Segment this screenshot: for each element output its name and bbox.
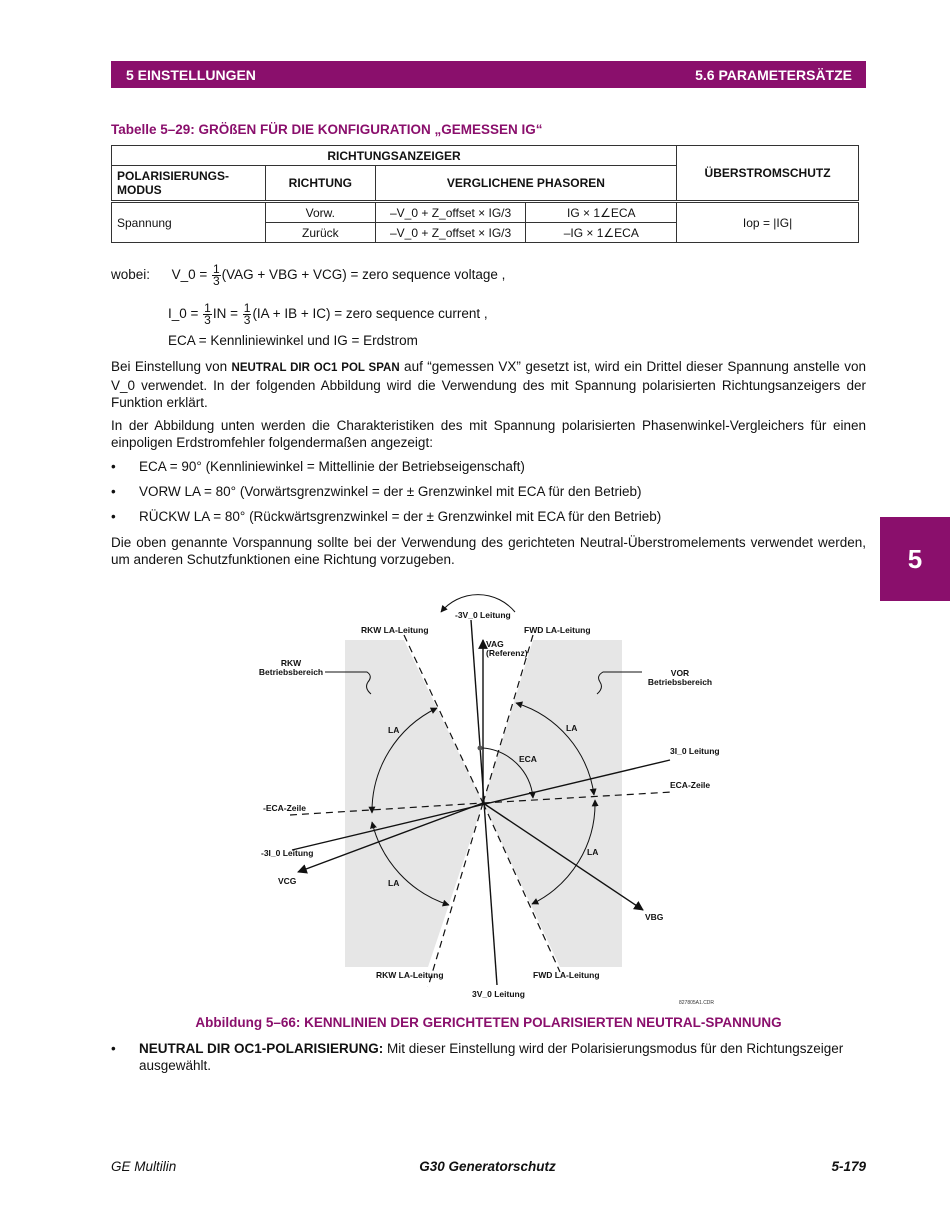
header-section: 5.6 PARAMETERSÄTZE: [695, 66, 852, 83]
eca-origin-dot: [478, 746, 483, 751]
reverse-operating-region: [345, 640, 483, 967]
i0-rhs: (IA + IB + IC) = zero sequence current ,: [252, 306, 488, 322]
overcurrent-cell: Iop = |IG|: [677, 202, 859, 243]
v0-rhs: (VAG + VBG + VCG) = zero sequence voltage ,: [221, 267, 506, 283]
chapter-tab[interactable]: 5: [880, 517, 950, 601]
label-vbg: VBG: [645, 912, 664, 922]
equation-i0: I_0 = $\frac{1}{3}$ IN = $\frac{1}{3}$ (IA + IB + IC) = zero sequence current ,: [168, 301, 488, 327]
wobei-label: wobei:: [111, 267, 151, 283]
label-rkw-area-2: Betriebsbereich: [258, 667, 324, 677]
bullet-item: • VORW LA = 80° (Vorwärtsgrenzwinkel = der ± Grenzwinkel mit ECA für den Betrieb): [111, 484, 642, 499]
label-fwd-bottom: FWD LA-Leitung: [533, 970, 600, 980]
fraction: $\frac{1}{3}$: [212, 262, 220, 288]
header-chapter: 5 EINSTELLUNGEN: [126, 66, 256, 83]
setting-title: NEUTRAL DIR OC1-POLARISIERUNG:: [139, 1041, 384, 1056]
bullet-item: • RÜCKW LA = 80° (Rückwärtsgrenzwinkel = der ± Grenzwinkel mit ECA für den Betrieb): [111, 509, 662, 524]
footer-page-number: 5-179: [831, 1159, 866, 1174]
v0-lhs: V_0: [171, 267, 196, 283]
col-overcurrent: ÜBERSTROMSCHUTZ: [677, 146, 859, 202]
label-v0-bottom: 3V_0 Leitung: [472, 989, 525, 999]
label-vag: VAG: [486, 639, 504, 649]
label-rkw-top: RKW LA-Leitung: [361, 625, 429, 635]
label-vor-area: VOR: [670, 668, 690, 678]
bullet-item: • ECA = 90° (Kennliniewinkel = Mittellinie der Betriebseigenschaft): [111, 459, 525, 474]
label-vor-area-2: Betriebsbereich: [647, 677, 713, 687]
label-rkw-bottom: RKW LA-Leitung: [376, 970, 444, 980]
figure-code: 827805A1.CDR: [679, 1000, 715, 1006]
label-neg3v0: -3V_0 Leitung: [455, 610, 511, 620]
label-eca: ECA: [519, 754, 537, 764]
label-vag-ref: (Referenz): [486, 648, 528, 658]
label-fwd-top: FWD LA-Leitung: [524, 625, 591, 635]
paragraph-1: Bei Einstellung von NEUTRAL DIR OC1 POL SPAN auf “gemessen VX” gesetzt ist, wird ein Drittel dieser Spannung anstelle von V_0 verwendet. In der folgenden Abbildung wird die Verwendung des mit Spannung polarisierten Richtungsanzeigers der Funktion erklärt.: [111, 359, 866, 410]
label-la: LA: [566, 723, 578, 733]
label-neg-eca: -ECA-Zeile: [263, 803, 306, 813]
label-i0-line: 3I_0 Leitung: [670, 746, 720, 756]
label-la: LA: [587, 847, 599, 857]
phasor2-cell: –IG × 1∠ECA: [526, 223, 677, 243]
setting-bullet: • NEUTRAL DIR OC1-POLARISIERUNG: Mit dieser Einstellung wird der Polarisierungsmodus für den Richtungszeiger ausgewählt.: [111, 1041, 844, 1073]
paragraph-2: In der Abbildung unten werden die Charakteristiken des mit Spannung polarisierten Phasenwinkel-Vergleichers für einen einpoligen Erdstromfehler folgendermaßen angezeigt:: [111, 418, 866, 450]
equation-v0: wobei: V_0 = $\frac{1}{3}$ (VAG + VBG + VCG) = zero sequence voltage ,: [111, 262, 506, 288]
direction-cell: Vorw.: [265, 202, 375, 223]
eca-definition: ECA = Kennliniewinkel und IG = Erdstrom: [168, 333, 418, 348]
phasor1-cell: –V_0 + Z_offset × IG/3: [375, 223, 526, 243]
fraction: $\frac{1}{3}$: [204, 301, 211, 327]
label-eca-line: ECA-Zeile: [670, 780, 711, 790]
i0-mid: IN: [212, 306, 227, 322]
mode-cell: Spannung: [112, 202, 266, 243]
paragraph-3: Die oben genannte Vorspannung sollte bei der Verwendung des gerichteten Neutral-Überstromelements verwendet werden, um anderen Schutzfunktionen eine Richtung vorzugeben.: [111, 535, 866, 567]
col-mode: POLARISIERUNGS-MODUS: [112, 166, 266, 202]
phasor1-cell: –V_0 + Z_offset × IG/3: [375, 202, 526, 223]
table-title: Tabelle 5–29: GRÖßEN FÜR DIE KONFIGURATION „GEMESSEN IG“: [111, 122, 543, 137]
setting-name: NEUTRAL DIR OC1 POL SPAN: [231, 362, 400, 374]
col-direction: RICHTUNG: [265, 166, 375, 202]
label-neg-i0: -3I_0 Leitung: [261, 848, 314, 858]
label-la: LA: [388, 878, 400, 888]
label-la: LA: [388, 725, 400, 735]
label-vcg: VCG: [278, 876, 297, 886]
footer-center: G30 Generatorschutz: [419, 1159, 556, 1174]
col-phasors: VERGLICHENE PHASOREN: [375, 166, 676, 202]
phasor2-cell: IG × 1∠ECA: [526, 202, 677, 223]
fraction: $\frac{1}{3}$: [243, 301, 251, 327]
direction-cell: Zurück: [265, 223, 375, 243]
label-rkw-area: RKW: [280, 658, 302, 668]
group-header: RICHTUNGSANZEIGER: [112, 146, 677, 166]
figure-caption: Abbildung 5–66: KENNLINIEN DER GERICHTETEN POLARISIERTEN NEUTRAL-SPANNUNG: [195, 1015, 782, 1030]
footer-left: GE Multilin: [111, 1159, 177, 1174]
i0-lhs: I_0: [168, 306, 187, 322]
